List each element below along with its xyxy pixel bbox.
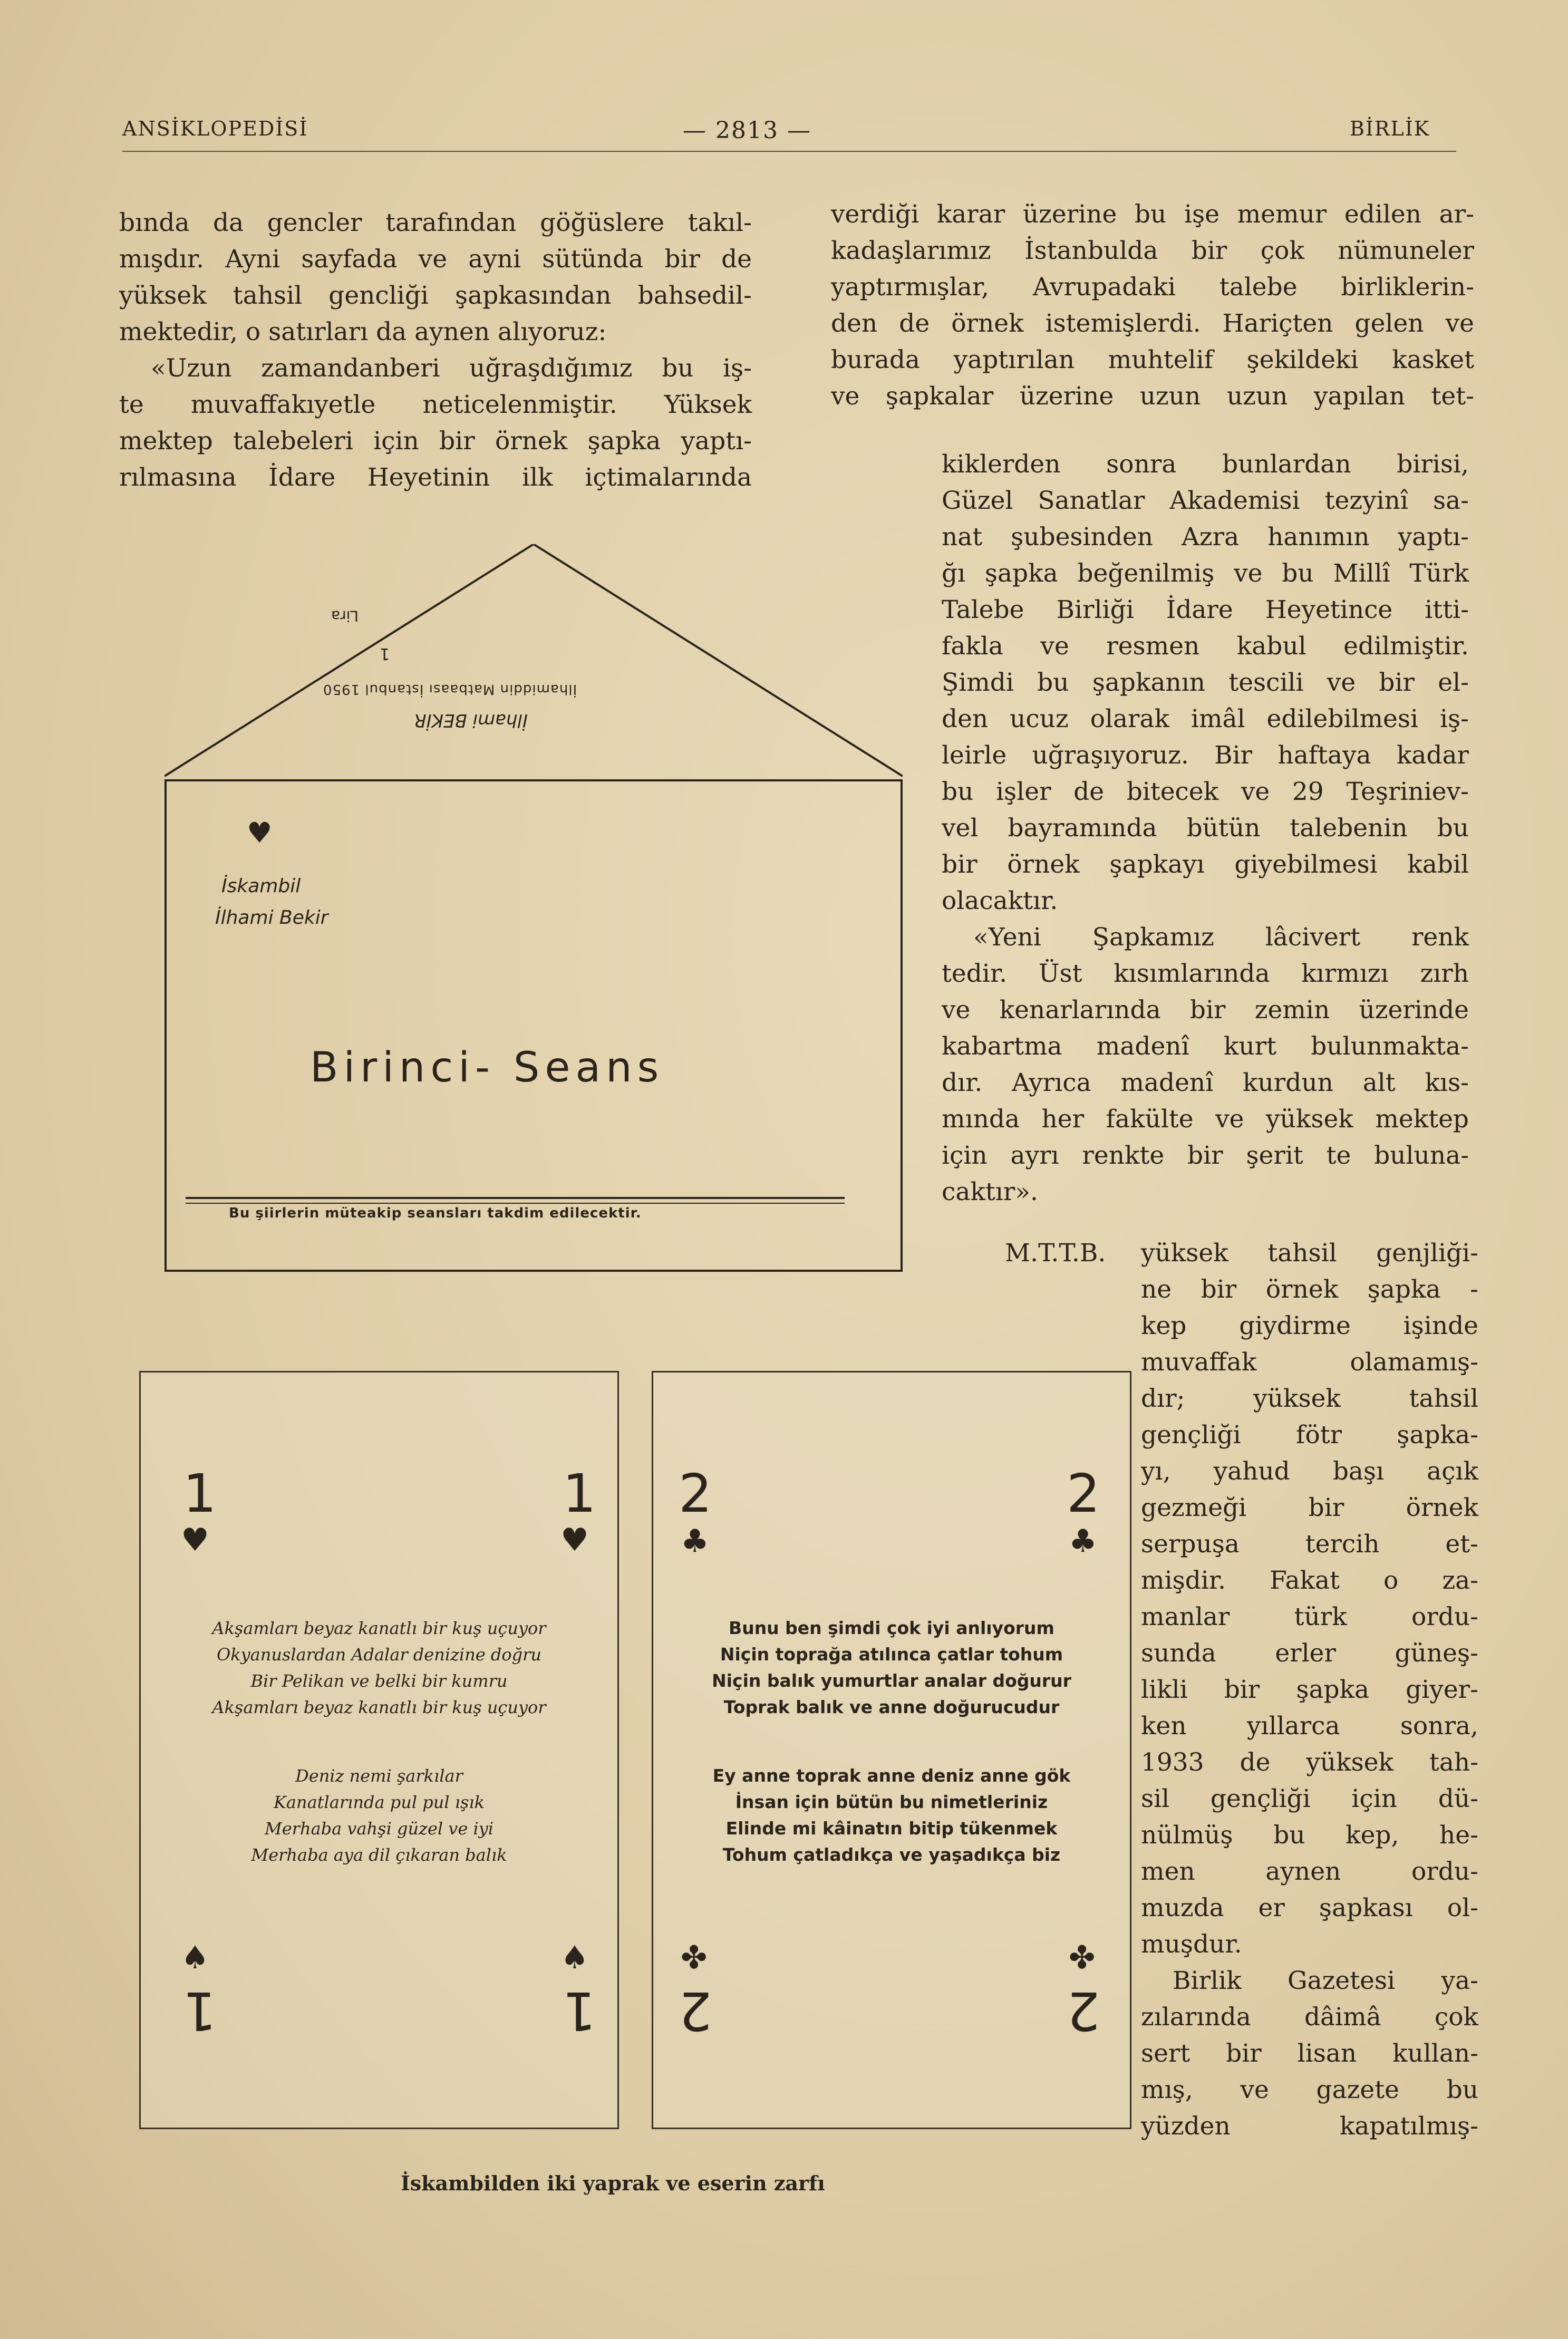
- poem-line: İnsan için bütün bu nimetleriniz: [735, 1792, 1048, 1812]
- card-rank: 1: [563, 1980, 596, 2042]
- card-rank: 1: [563, 1463, 596, 1524]
- text-line: rılmasına İdare Heyetinin ilk içtimalarında: [119, 463, 752, 492]
- playing-card-ace: [139, 1371, 619, 2129]
- poem-line: Okyanuslardan Adalar denizine doğru: [216, 1645, 542, 1665]
- right-column-middle-text: [942, 446, 1469, 1210]
- poem-line: Elinde mi kâinatın bitip tükenmek: [725, 1818, 1058, 1839]
- text-line: ve kenarlarında bir zemin üzerinde: [942, 995, 1469, 1024]
- text-line: sil gençliği için dü-: [1141, 1784, 1478, 1813]
- text-line: mışdır. Ayni sayfada ve ayni sütünda bir de: [119, 245, 752, 274]
- text-line: nülmüş bu kep, he-: [1141, 1821, 1478, 1850]
- playing-card-two: [652, 1371, 1131, 2129]
- text-line: sert bir lisan kullan-: [1141, 2039, 1478, 2068]
- text-line: mektep talebeleri için bir örnek şapka yaptı-: [119, 427, 752, 456]
- text-line: den ucuz olarak imâl edilebilmesi iş-: [942, 704, 1469, 733]
- card-rank: 1: [183, 1463, 217, 1524]
- text-line: mektedir, o satırları da aynen alıyoruz:: [119, 317, 607, 346]
- poem-line: Toprak balık ve anne doğurucudur: [723, 1697, 1060, 1717]
- poem-line: Ey anne toprak anne deniz anne gök: [712, 1765, 1071, 1786]
- text-line: muşdur.: [1141, 1930, 1242, 1959]
- text-line: için ayrı renkte bir şerit te buluna-: [942, 1141, 1469, 1170]
- text-line: M.T.T.B.: [1005, 1239, 1106, 1268]
- card-rank: 2: [679, 1980, 712, 2042]
- club-icon: ♣: [1069, 1523, 1097, 1560]
- envelope-sender-line: İlhami Bekir: [215, 907, 328, 929]
- text-line: «Yeni Şapkamız lâcivert renk: [973, 923, 1469, 952]
- text-line: gezmeği bir örnek: [1141, 1493, 1478, 1522]
- text-line: yaptırmışlar, Avrupadaki talebe birliklerin-: [831, 273, 1474, 302]
- poem-stanza: [141, 1615, 617, 1721]
- text-line: kep giydirme işinde: [1141, 1311, 1478, 1340]
- poem-line: Bunu ben şimdi çok iyi anlıyorum: [729, 1618, 1054, 1638]
- envelope-flap-price-value: 1: [380, 644, 390, 663]
- text-line: caktır».: [942, 1177, 1038, 1206]
- text-line: mış, ve gazete bu: [1141, 2075, 1478, 2104]
- text-line: ğı şapka beğenilmiş ve bu Millî Türk: [942, 559, 1469, 588]
- text-line: ne bir örnek şapka -: [1141, 1275, 1478, 1304]
- text-line: kiklerden sonra bunlardan birisi,: [942, 450, 1469, 479]
- text-line: nat şubesinden Azra hanımın yaptı-: [942, 523, 1469, 552]
- text-line: bu işler de bitecek ve 29 Teşriniev-: [942, 777, 1469, 806]
- poem-stanza: [653, 1763, 1130, 1868]
- envelope-flap-name: İlhami BEKİR: [414, 710, 528, 731]
- text-line: Şimdi bu şapkanın tescili ve bir el-: [942, 668, 1469, 697]
- envelope-title: Birinci- Seans: [310, 1044, 664, 1091]
- club-icon: ✤: [1069, 1939, 1096, 1976]
- text-line: vel bayramında bütün talebenin bu: [942, 814, 1469, 843]
- text-line: verdiği karar üzerine bu işe memur edilen ar-: [831, 200, 1474, 229]
- poem-stanza: [653, 1615, 1130, 1721]
- poem-line: Niçin balık yumurtlar analar doğurur: [712, 1670, 1071, 1691]
- text-line: kabartma madenî kurt bulunmakta-: [942, 1032, 1469, 1061]
- text-line: den de örnek istemişlerdi. Hariçten gelen ve: [831, 309, 1474, 338]
- poem-line: Merhaba vahşi güzel ve iyi: [264, 1819, 494, 1839]
- left-column-text: [119, 205, 752, 496]
- text-line: serpuşa tercih et-: [1141, 1530, 1478, 1559]
- card-rank: 2: [679, 1463, 712, 1524]
- header-rule: [122, 151, 1456, 152]
- spade-icon: ♠: [560, 1939, 589, 1976]
- header-entry-title: BİRLİK: [1350, 117, 1430, 140]
- text-line: Güzel Sanatlar Akademisi tezyinî sa-: [942, 486, 1469, 515]
- text-line: yüksek tahsil genjliği-: [1141, 1239, 1478, 1268]
- club-icon: ✤: [681, 1939, 708, 1976]
- text-line: Birlik Gazetesi ya-: [1173, 1966, 1478, 1995]
- text-line: dır. Ayrıca madenî kurdun alt kıs-: [942, 1068, 1469, 1097]
- envelope-flap-price-label: Lira: [331, 607, 359, 625]
- heart-icon: ♥: [247, 816, 273, 849]
- spade-icon: ♠: [181, 1939, 209, 1976]
- heart-icon: ♥: [560, 1522, 589, 1559]
- text-line: bında da gencler tarafından göğüslere takıl-: [119, 208, 752, 237]
- text-line: mında her fakülte ve yüksek mektep: [942, 1105, 1469, 1134]
- text-line: olacaktır.: [942, 886, 1058, 915]
- text-line: sunda erler güneş-: [1141, 1639, 1478, 1668]
- text-line: ken yıllarca sonra,: [1141, 1712, 1478, 1741]
- text-line: ve şapkalar üzerine uzun uzun yapılan tet-: [831, 382, 1474, 411]
- text-line: Talebe Birliği İdare Heyetince itti-: [942, 595, 1469, 624]
- envelope-flap-printer: İlhamiddin Matbaası İstanbul 1950: [323, 681, 577, 697]
- org-abbreviation: [1005, 1235, 1106, 1271]
- text-line: leirle uğraşıyoruz. Bir haftaya kadar: [942, 741, 1469, 770]
- poem-stanza: [141, 1763, 617, 1868]
- poem-line: Tohum çatladıkça ve yaşadıkça biz: [722, 1844, 1061, 1865]
- right-column-bottom-text: [1141, 1235, 1478, 2144]
- text-line: zılarında dâimâ çok: [1141, 2003, 1478, 2032]
- poem-line: Akşamları beyaz kanatlı bir kuş uçuyor: [212, 1697, 546, 1717]
- text-line: bir örnek şapkayı giyebilmesi kabil: [942, 850, 1469, 879]
- text-line: burada yaptırılan muhtelif şekildeki kasket: [831, 345, 1474, 374]
- heart-icon: ♥: [181, 1522, 209, 1559]
- text-line: manlar türk ordu-: [1141, 1602, 1478, 1631]
- envelope-note: Bu şiirlerin müteakip seansları takdim edilecektir.: [229, 1205, 642, 1221]
- text-line: fakla ve resmen kabul edilmiştir.: [942, 632, 1469, 661]
- club-icon: ♣: [681, 1523, 709, 1560]
- text-line: kadaşlarımız İstanbulda bir çok nümuneler: [831, 236, 1474, 265]
- text-line: 1933 de yüksek tah-: [1141, 1748, 1478, 1777]
- envelope-sender-line: İskambil: [221, 875, 301, 897]
- right-column-top-text: [831, 196, 1474, 414]
- text-line: «Uzun zamandanberi uğraşdığımız bu iş-: [151, 354, 752, 383]
- poem-line: Deniz nemi şarkılar: [295, 1766, 463, 1786]
- text-line: tedir. Üst kısımlarında kırmızı zırh: [942, 959, 1469, 988]
- poem-line: Merhaba aya dil çıkaran balık: [251, 1845, 507, 1865]
- figure-caption: İskambilden iki yaprak ve eserin zarfı: [401, 2171, 825, 2195]
- poem-line: Akşamları beyaz kanatlı bir kuş uçuyor: [212, 1618, 546, 1638]
- card-rank: 1: [183, 1980, 217, 2042]
- text-line: yüksek tahsil gencliği şapkasından bahsedil-: [119, 281, 752, 310]
- text-line: yüzden kapatılmış-: [1141, 2112, 1478, 2141]
- card-rank: 2: [1067, 1463, 1100, 1524]
- text-line: men aynen ordu-: [1141, 1857, 1478, 1886]
- poem-line: Bir Pelikan ve belki bir kumru: [250, 1671, 508, 1691]
- card-rank: 2: [1067, 1980, 1100, 2042]
- text-line: yı, yahud başı açık: [1141, 1457, 1478, 1486]
- poem-line: Kanatlarında pul pul ışık: [274, 1792, 485, 1812]
- poem-line: Niçin toprağa atılınca çatlar tohum: [720, 1644, 1063, 1665]
- text-line: te muvaffakıyetle neticelenmiştir. Yüksek: [119, 390, 752, 419]
- text-line: muvaffak olamamış-: [1141, 1348, 1478, 1377]
- text-line: mişdir. Fakat o za-: [1141, 1566, 1478, 1595]
- text-line: dır; yüksek tahsil: [1141, 1384, 1478, 1413]
- page-number: — 2813 —: [683, 117, 811, 144]
- header-encyclopedia: ANSİKLOPEDİSİ: [122, 117, 308, 140]
- text-line: likli bir şapka giyer-: [1141, 1675, 1478, 1704]
- text-line: gençliği fötr şapka-: [1141, 1420, 1478, 1449]
- text-line: muzda er şapkası ol-: [1141, 1893, 1478, 1922]
